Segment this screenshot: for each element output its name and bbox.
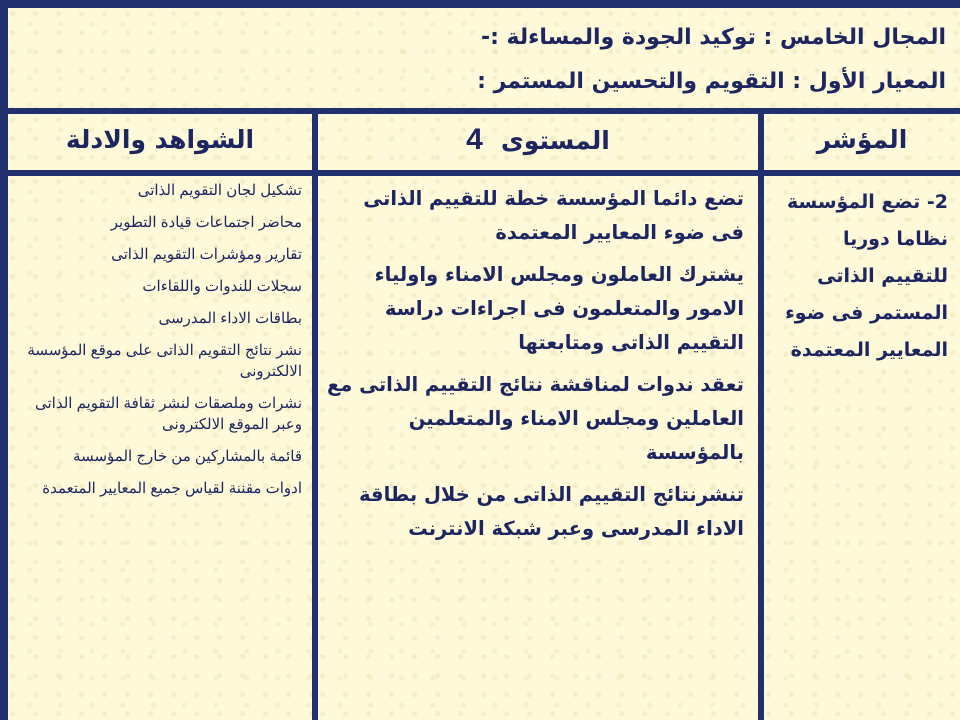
evidence-item: سجلات للندوات واللقاءات bbox=[142, 278, 302, 295]
column-header-level bbox=[318, 114, 758, 170]
column-header-indicator bbox=[764, 114, 960, 170]
evidence-header-label: الشواهد والادلة bbox=[65, 125, 255, 154]
level-number: 4 bbox=[466, 123, 483, 156]
indicator-text: 2- تضع المؤسسة نظاما دوريا للتقييم الذاتى المستمر فى ضوء المعايير المعتمدة bbox=[785, 191, 948, 361]
level-item: تنشرنتائج التقييم الذاتى من خلال بطاقة الاداء المدرسى وعبر شبكة الانترنت bbox=[358, 483, 744, 540]
standard-title: المعيار الأول : التقويم والتحسين المستمر : bbox=[477, 69, 946, 94]
level-item: تعقد ندوات لمناقشة نتائج التقييم الذاتى مع العاملين ومجلس الامناء والمتعلمين بالمؤسسة bbox=[326, 373, 744, 464]
evidence-item: ادوات مقننة لقياس جميع المعايير المتعمدة bbox=[42, 480, 302, 497]
level-cell bbox=[318, 176, 758, 720]
evidence-item: نشر نتائج التقويم الذاتى على موقع المؤسسة الالكترونى bbox=[27, 342, 302, 380]
evidence-item: قائمة بالمشاركين من خارج المؤسسة bbox=[73, 448, 302, 465]
evidence-item: محاضر اجتماعات قيادة التطوير bbox=[110, 214, 302, 231]
indicator-cell bbox=[764, 176, 960, 720]
evidence-item: نشرات وملصقات لنشر ثقافة التقويم الذاتى وعبر الموقع الالكترونى bbox=[34, 395, 302, 433]
evidence-item: بطاقات الاداء المدرسى bbox=[158, 310, 302, 327]
header-box bbox=[8, 8, 960, 108]
level-header-label: المستوى bbox=[500, 126, 610, 155]
domain-title: المجال الخامس : توكيد الجودة والمساءلة :- bbox=[480, 25, 946, 50]
indicator-header-label: المؤشر bbox=[816, 125, 908, 154]
level-item: تضع دائما المؤسسة خطة للتقييم الذاتى فى ضوء المعايير المعتمدة bbox=[363, 187, 744, 244]
level-item: يشترك العاملون ومجلس الامناء واولياء الامور والمتعلمون فى اجراءات دراسة التقييم الذاتى ومتابعتها bbox=[374, 263, 744, 354]
evidence-item: تشكيل لجان التقويم الذاتى bbox=[137, 182, 302, 199]
evidence-item: تقارير ومؤشرات التقويم الذاتى bbox=[111, 246, 302, 263]
column-header-evidence bbox=[8, 114, 312, 170]
evidence-cell bbox=[8, 176, 312, 720]
